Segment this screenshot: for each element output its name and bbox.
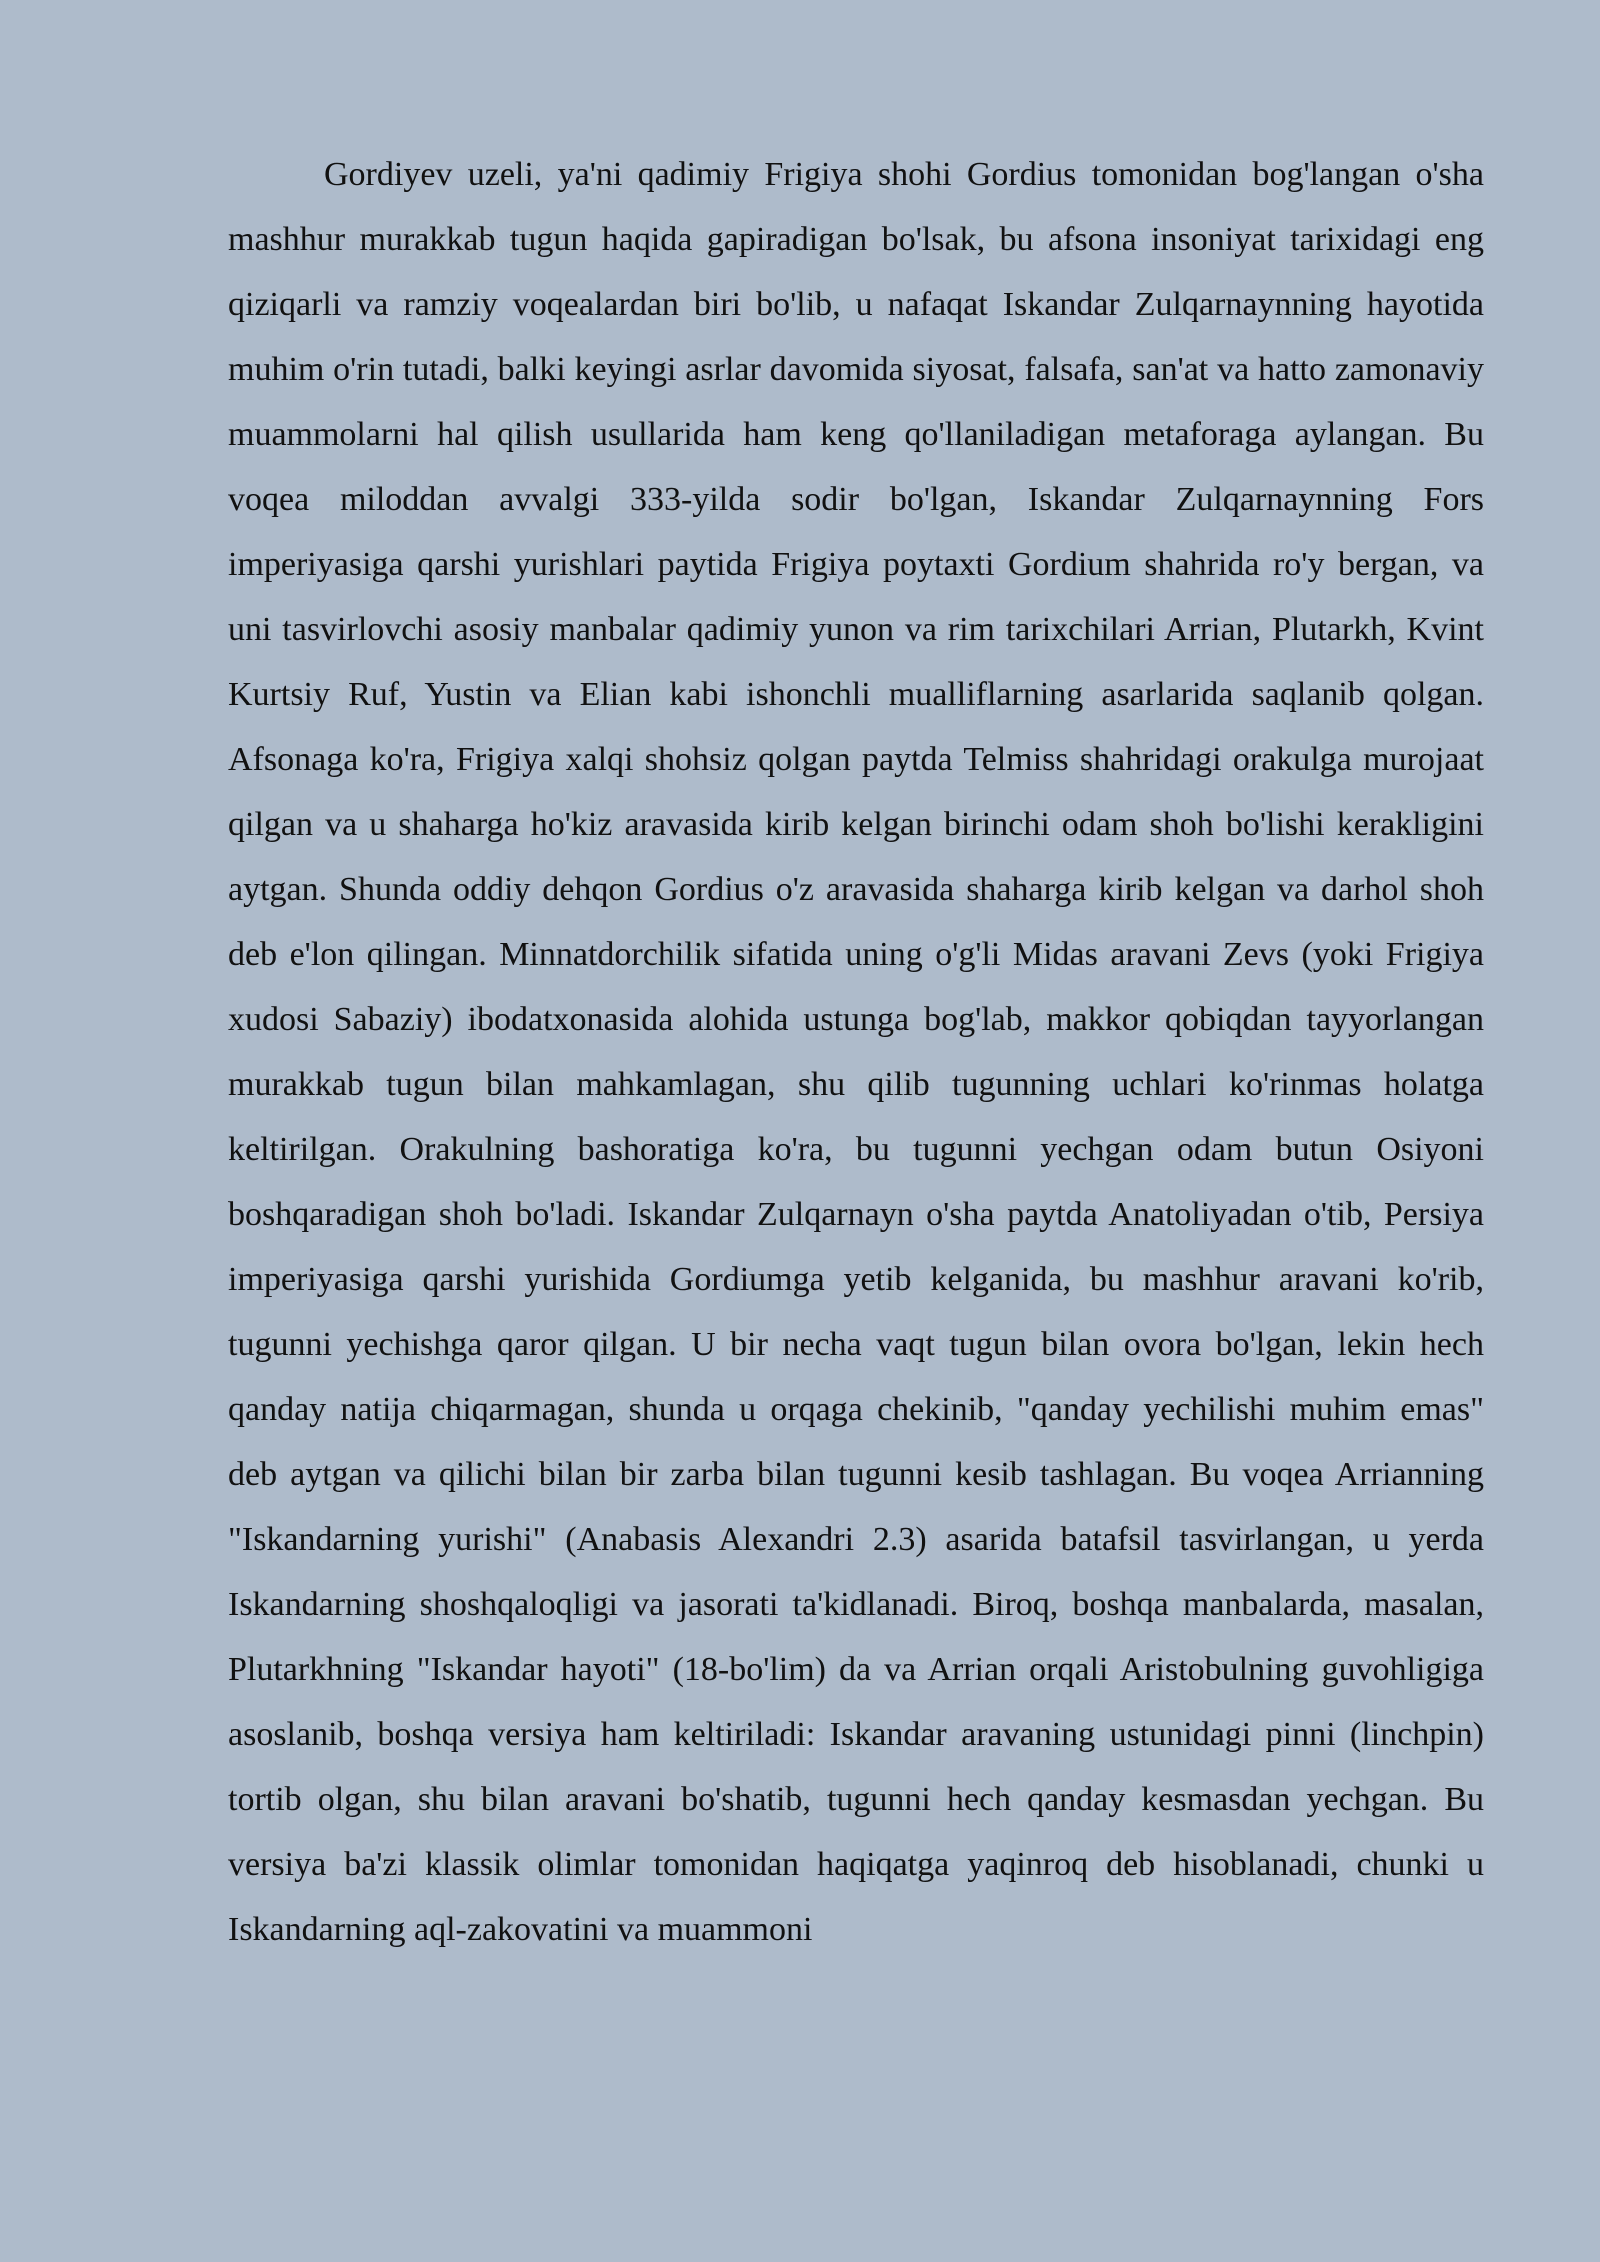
body-paragraph: Gordiyev uzeli, ya'ni qadimiy Frigiya shohi Gordius tomonidan bog'langan o'sha mashhur murakkab tugun haqida gapiradigan bo'lsak, bu afsona insoniyat tarixidagi eng qiziqarli va ramziy voqealardan biri bo'lib, u nafaqat Iskandar Zulqarnaynning hayotida muhim o'rin tutadi, balki keyingi asrlar davomida siyosat, falsafa, san'at va hatto zamonaviy muammolarni hal qilish usullarida ham keng qo'llaniladigan metaforaga aylangan. Bu voqea miloddan avvalgi 333-yilda sodir bo'lgan, Iskandar Zulqarnaynning Fors imperiyasiga qarshi yurishlari paytida Frigiya poytaxti Gordium shahrida ro'y bergan, va uni tasvirlovchi asosiy manbalar qadimiy yunon va rim tarixchilari Arrian, Plutarkh, Kvint Kurtsiy Ruf, Yustin va Elian kabi ishonchli mualliflarning asarlarida saqlanib qolgan. Afsonaga ko'ra, Frigiya xalqi shohsiz qolgan paytda Telmiss shahridagi orakulga murojaat qilgan va u shaharga ho'kiz aravasida kirib kelgan birinchi odam shoh bo'lishi kerakligini aytgan. Shunda oddiy dehqon Gordius o'z aravasida shaharga kirib kelgan va darhol shoh deb e'lon qilingan. Minnatdorchilik sifatida uning o'g'li Midas aravani Zevs (yoki Frigiya xudosi Sabaziy) ibodatxonasida alohida ustunga bog'lab, makkor qobiqdan tayyorlangan murakkab tugun bilan mahkamlagan, shu qilib tugunning uchlari ko'rinmas holatga keltirilgan. Orakulning bashoratiga ko'ra, bu tugunni yechgan odam butun Osiyoni boshqaradigan shoh bo'ladi. Iskandar Zulqarnayn o'sha paytda Anatoliyadan o'tib, Persiya imperiyasiga qarshi yurishida Gordiumga yetib kelganida, bu mashhur aravani ko'rib, tugunni yechishga qaror qilgan. U bir necha vaqt tugun bilan ovora bo'lgan, lekin hech qanday natija chiqarmagan, shunda u orqaga chekinib, "qanday yechilishi muhim emas" deb aytgan va qilichi bilan bir zarba bilan tugunni kesib tashlagan. Bu voqea Arrianning "Iskandarning yurishi" (Anabasis Alexandri 2.3) asarida batafsil tasvirlangan, u yerda Iskandarning shoshqaloqligi va jasorati ta'kidlanadi. Biroq, boshqa manbalarda, masalan, Plutarkhning "Iskandar hayoti" (18-bo'lim) da va Arrian orqali Aristobulning guvohligiga asoslanib, boshqa versiya ham keltiriladi: Iskandar aravaning ustunidagi pinni (linchpin) tortib olgan, shu bilan aravani bo'shatib, tugunni hech qanday kesmasdan yechgan. Bu versiya ba'zi klassik olimlar tomonidan haqiqatga yaqinroq deb hisoblanadi, chunki u Iskandarning aql-zakovatini va muammoni xyxy=(228,156,1484,1948)
